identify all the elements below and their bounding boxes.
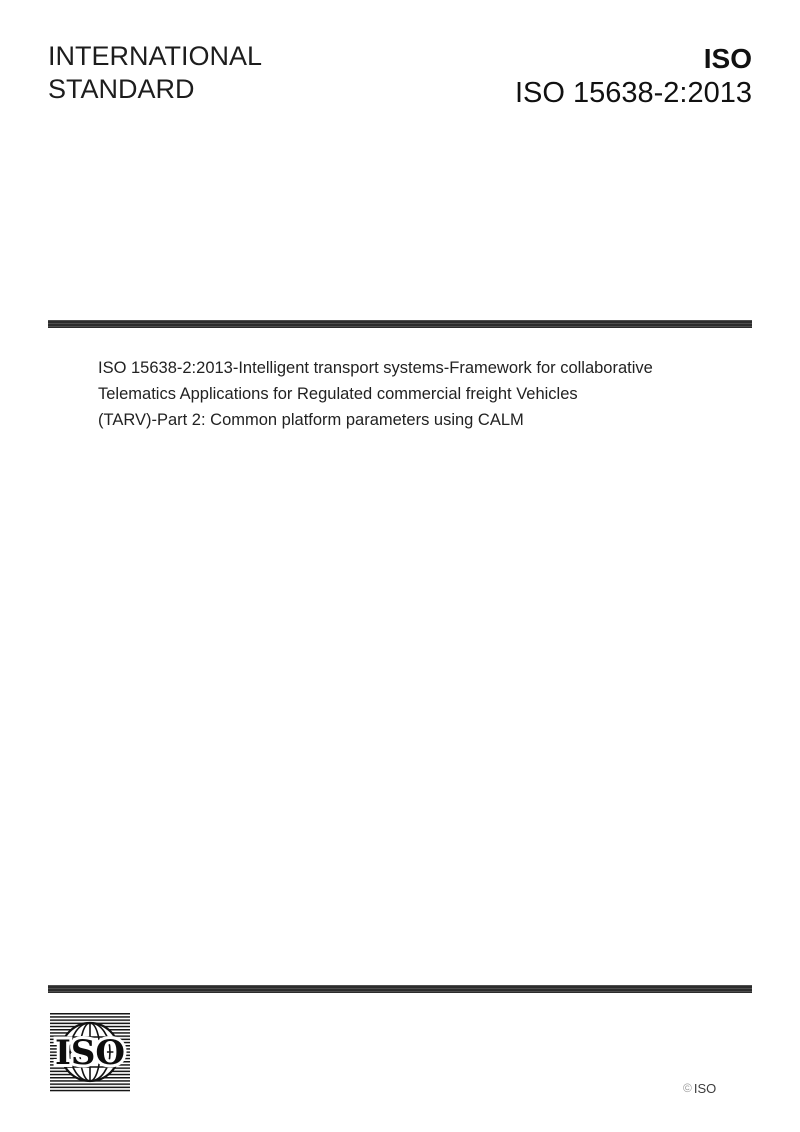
title-line: ISO 15638-2:2013-Intelligent transport systems-Framework for collaborative [98,359,653,377]
iso-globe-logo-icon [50,1013,130,1092]
document-reference: ISO 15638-2:2013 [514,77,752,109]
title-line: (TARV)-Part 2: Common platform parameters using CALM [98,411,524,429]
copyright-symbol-icon: © [683,1081,692,1095]
top-divider-rule [48,320,752,328]
document-type-heading [48,40,262,106]
header-right [515,42,752,111]
organization-name: ISO [703,43,752,74]
document-title [98,355,653,433]
bottom-divider-rule [48,985,752,993]
copyright-owner: ISO [693,1081,717,1096]
title-line: Telematics Applications for Regulated commercial freight Vehicles [98,385,578,403]
copyright-notice [683,1081,716,1096]
logo-iso-letters: ISO [54,1033,126,1073]
document-type-line1: INTERNATIONAL [48,41,263,71]
document-type-line2: STANDARD [48,74,195,104]
